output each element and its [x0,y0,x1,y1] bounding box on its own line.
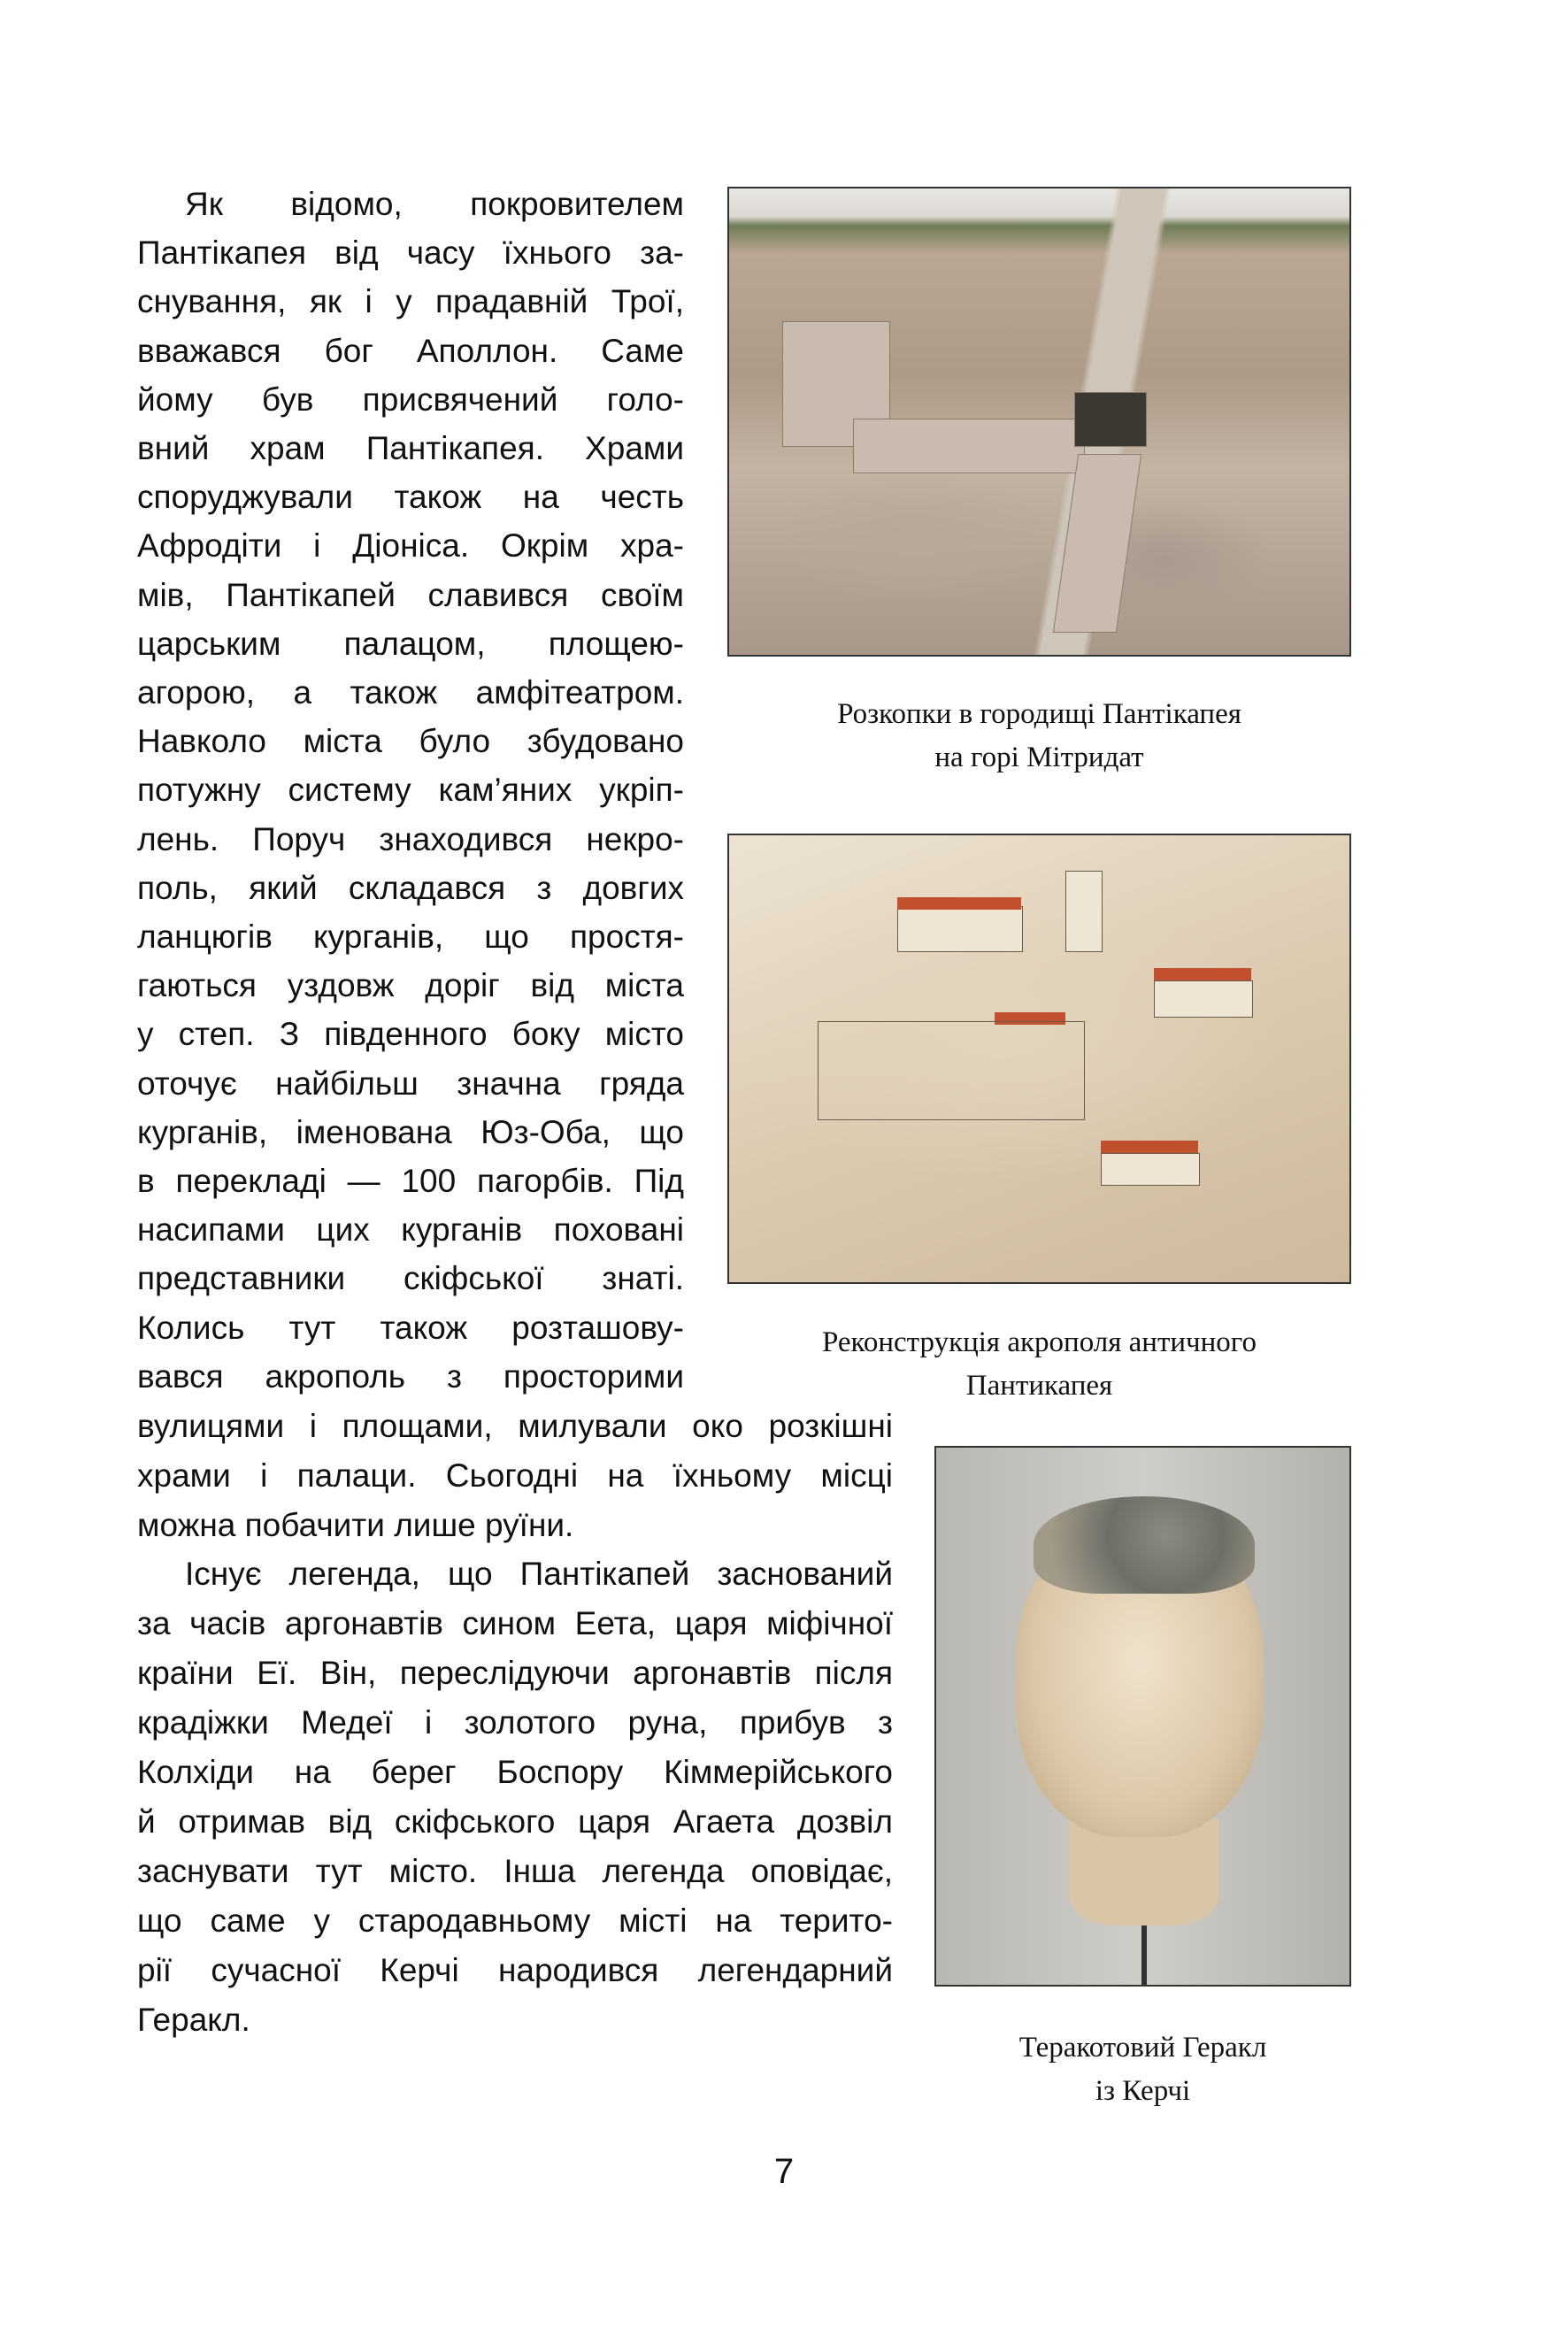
caption-line: із Керчі [1095,2075,1191,2107]
caption-line: Пантикапея [965,1370,1113,1402]
figure-caption-2 [727,1321,1351,1408]
ruin-wall [1053,454,1141,633]
text-line: лень. Поруч знаходився некро- [137,820,684,857]
text-line: Колись тут також розташову- [137,1309,684,1346]
heracles-bust-photo [934,1446,1351,1987]
text-line: рії сучасної Керчі народився легендарний [137,1951,893,1988]
acropolis-reconstruction-drawing [727,834,1351,1284]
text-line: Існує легенда, що Пантікапей заснований [185,1556,893,1593]
roof [1101,1141,1198,1153]
text-line: споруджували також на честь [137,479,684,516]
text-line: поль, який складався з довгих [137,869,684,906]
text-line: представники скіфської знаті. [137,1260,684,1297]
text-line: оточує найбільш значна гряда [137,1065,684,1102]
caption-line: Теракотовий Геракл [1018,2032,1267,2064]
text-line: країни Еї. Він, переслідуючи аргонавтів після [137,1655,893,1692]
tower-drawing [1065,871,1103,952]
page-number: 7 [773,2152,795,2191]
text-line: насипами цих курганів поховані [137,1211,684,1249]
text-line: агорою, а також амфітеатром. [137,674,684,711]
text-line: Як відомо, покровителем [185,186,684,222]
bust-hair [1034,1496,1255,1594]
building-drawing [1101,1153,1200,1186]
text-line: Геракл. [137,2001,250,2038]
text-line: гаються уздовж доріг від міста [137,967,684,1004]
caption-line: на горі Мітридат [934,742,1144,773]
text-line: курганів, іменована Юз-Оба, що [137,1113,684,1150]
figure-caption-1 [727,693,1351,780]
text-line: вважався бог Аполлон. Саме [137,332,684,369]
caption-line: Реконструкція акрополя античного [821,1326,1257,1358]
text-line: й отримав від скіфського царя Агаета дозвіл [137,1802,893,1840]
text-line: за часів аргонавтів сином Еета, царя міфічної [137,1605,893,1642]
caption-line: Розкопки в городищі Пантікапея [837,698,1241,730]
text-line: ланцюгів курганів, що простя- [137,919,684,955]
fortress-wall-drawing [818,1021,1085,1120]
text-line: Афродіти і Діоніса. Окрім хра- [137,527,684,565]
text-line: потужну систему кам’яних укріп- [137,772,684,809]
building-drawing [1154,980,1253,1018]
ruin-pit [1074,392,1147,447]
text-line: у степ. З південного боку місто [137,1016,684,1053]
text-line: мів, Пантікапей славився своїм [137,576,684,613]
text-line: крадіжки Медеї і золотого руна, прибув з [137,1704,893,1741]
ruin-wall [853,419,1085,473]
excavation-photo [727,187,1351,657]
roof [1154,968,1251,980]
text-line: що саме у стародавньому місті на терито- [137,1902,893,1939]
text-line: можна побачити лише руїни. [137,1506,574,1543]
temple-drawing [897,906,1023,952]
text-line: заснувати тут місто. Інша легенда оповідає, [137,1852,893,1889]
text-line: царським палацом, площею- [137,625,684,662]
text-line: Пантікапея від часу їхнього за- [137,234,684,272]
text-line: в перекладі — 100 пагорбів. Під [137,1163,684,1199]
text-line: вний храм Пантікапея. Храми [137,430,684,466]
bust-stand [1141,1925,1147,1987]
text-line: вулицями і площами, милували око розкішні [137,1407,893,1444]
text-line: йому був присвячений голо- [137,380,684,418]
text-line: Колхіди на берег Боспору Кіммерійського [137,1754,893,1790]
roof [897,897,1021,910]
text-line: снування, як і у прадавній Трої, [137,283,684,320]
figure-caption-3 [934,2026,1351,2113]
text-line: вався акрополь з просторими [137,1357,684,1395]
text-line: храми і палаци. Сьогодні на їхньому місці [137,1457,893,1494]
text-line: Навколо міста було збудовано [137,723,684,760]
